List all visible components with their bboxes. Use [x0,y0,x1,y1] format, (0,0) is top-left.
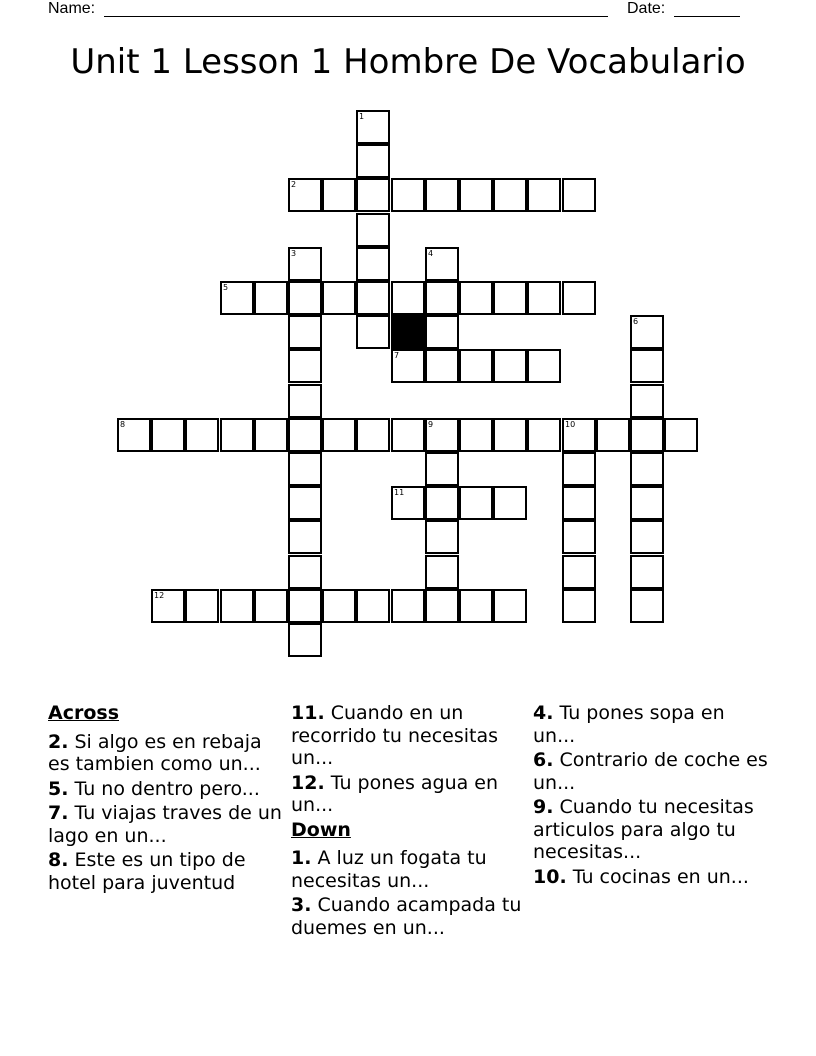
clue-number-label: 1 [359,112,365,121]
crossword-cell[interactable] [459,349,493,383]
crossword-cell[interactable] [562,452,596,486]
clue-number: 3. [291,894,312,916]
crossword-cell[interactable] [391,349,425,383]
crossword-cell[interactable] [151,418,185,452]
clue-number-label: 12 [154,591,165,600]
crossword-cell[interactable] [562,418,596,452]
crossword-cell[interactable] [562,520,596,554]
across-clue-5 [48,778,284,801]
clue-number: 5. [48,777,69,800]
crossword-cell[interactable] [391,589,425,623]
crossword-cell[interactable] [425,589,459,623]
crossword-cell[interactable] [288,520,322,554]
crossword-cell[interactable] [220,281,254,315]
crossword-cell[interactable] [220,418,254,452]
crossword-cell[interactable] [288,555,322,589]
crossword-cell[interactable] [391,281,425,315]
clue-text: Tu pones agua en un... [291,771,499,816]
crossword-cell[interactable] [425,178,459,212]
clue-number-label: 8 [120,420,126,429]
crossword-cell[interactable] [356,144,390,178]
across-clue-2 [48,731,284,776]
crossword-cell[interactable] [425,486,459,520]
clue-text: Tu no dentro pero... [74,777,260,800]
clue-number-label: 10 [565,420,576,429]
crossword-cell[interactable] [527,418,561,452]
down-clue-10 [533,866,769,889]
clue-number-label: 9 [428,420,434,429]
crossword-cell[interactable] [459,178,493,212]
across-clue-11 [291,702,527,770]
crossword-cell[interactable] [391,178,425,212]
clue-number-label: 7 [394,351,400,360]
crossword-cell[interactable] [562,486,596,520]
clue-text: A luz un fogata tu necesitas un... [291,847,487,892]
crossword-cell[interactable] [288,623,322,657]
crossword-cell[interactable] [493,418,527,452]
clue-text: Cuando tu necesitas articulos para algo tu necesitas... [533,796,754,863]
crossword-cell[interactable] [630,384,664,418]
across-clue-8 [48,849,284,894]
crossword-cell[interactable] [562,178,596,212]
down-clue-4 [533,702,769,747]
crossword-cell[interactable] [288,418,322,452]
clue-text: Tu cocinas en un... [572,865,749,888]
clue-number-label: 11 [394,488,405,497]
crossword-cell[interactable] [493,486,527,520]
crossword-cell[interactable] [527,349,561,383]
crossword-cell[interactable] [527,281,561,315]
crossword-cell[interactable] [630,418,664,452]
clue-number: 7. [48,802,69,824]
crossword-cell[interactable] [630,452,664,486]
crossword-cell[interactable] [459,418,493,452]
black-square [391,315,425,349]
crossword-cell[interactable] [288,452,322,486]
across-heading: Across [48,702,120,724]
crossword-cell[interactable] [493,281,527,315]
clues-column-3 [533,702,769,890]
crossword-cell[interactable] [527,178,561,212]
crossword-cell[interactable] [356,213,390,247]
crossword-cell[interactable] [391,486,425,520]
crossword-cell[interactable] [356,247,390,281]
crossword-cell[interactable] [356,281,390,315]
clue-text: Tu viajas traves de un lago en un... [48,802,282,847]
crossword-cell[interactable] [630,520,664,554]
crossword-cell[interactable] [391,418,425,452]
crossword-cell[interactable] [425,315,459,349]
crossword-cell[interactable] [493,589,527,623]
crossword-cell[interactable] [322,281,356,315]
crossword-cell[interactable] [288,247,322,281]
crossword-cell[interactable] [562,589,596,623]
across-clue-12 [291,772,527,817]
clue-number-label: 3 [291,249,297,258]
crossword-cell[interactable] [630,589,664,623]
clue-number: 9. [533,796,554,818]
crossword-cell[interactable] [288,178,322,212]
crossword-cell[interactable] [630,315,664,349]
clue-text: Cuando en un recorrido tu necesitas un... [291,702,499,769]
crossword-cell[interactable] [356,589,390,623]
crossword-cell[interactable] [425,281,459,315]
crossword-cell[interactable] [322,418,356,452]
crossword-cell[interactable] [425,247,459,281]
crossword-cell[interactable] [288,349,322,383]
crossword-cell[interactable] [493,178,527,212]
clue-text: Tu pones sopa en un... [533,702,725,747]
crossword-cell[interactable] [117,418,151,452]
clue-number: 4. [533,702,554,724]
crossword-cell[interactable] [425,520,459,554]
clue-text: Si algo es en rebaja es tambien como un... [48,730,262,775]
crossword-cell[interactable] [630,486,664,520]
clue-number-label: 5 [223,283,229,292]
crossword-cell[interactable] [459,486,493,520]
across-clue-7 [48,802,284,847]
crossword-cell[interactable] [254,281,288,315]
clue-text: Este es un tipo de hotel para juventud [48,849,246,894]
crossword-cell[interactable] [664,418,698,452]
crossword-cell[interactable] [322,589,356,623]
crossword-cell[interactable] [288,315,322,349]
crossword-cell[interactable] [151,589,185,623]
crossword-cell[interactable] [630,349,664,383]
crossword-cell[interactable] [493,349,527,383]
clues-column-1 [48,702,284,896]
down-clue-3 [291,894,527,939]
crossword-cell[interactable] [425,555,459,589]
crossword-cell[interactable] [185,418,219,452]
name-label: Name: [48,0,96,17]
crossword-cell[interactable] [425,452,459,486]
clue-number: 10. [533,865,567,888]
crossword-cell[interactable] [185,589,219,623]
crossword-cell[interactable] [288,486,322,520]
down-clue-6 [533,749,769,794]
crossword-cell[interactable] [322,178,356,212]
clues-column-2 [291,702,527,941]
clue-number: 8. [48,849,69,871]
down-heading: Down [291,818,351,841]
clue-number-label: 2 [291,180,297,189]
crossword-cell[interactable] [459,281,493,315]
crossword-cell[interactable] [562,281,596,315]
down-clue-1 [291,847,527,892]
crossword-cell[interactable] [596,418,630,452]
clue-number: 12. [291,771,325,794]
crossword-cell[interactable] [288,281,322,315]
clue-text: Cuando acampada tu duemes en un... [291,894,522,939]
crossword-cell[interactable] [254,418,288,452]
clue-number-label: 6 [633,317,639,326]
crossword-cell[interactable] [562,555,596,589]
crossword-cell[interactable] [425,349,459,383]
page-title: Unit 1 Lesson 1 Hombre De Vocabulario [70,42,746,82]
clue-number-label: 4 [428,249,434,258]
crossword-cell[interactable] [630,555,664,589]
crossword-cell[interactable] [220,589,254,623]
crossword-cell[interactable] [288,384,322,418]
down-clue-9 [533,796,769,864]
crossword-cell[interactable] [356,418,390,452]
clue-text: Contrario de coche es un... [533,749,768,794]
clue-number: 1. [291,847,312,869]
crossword-cell[interactable] [356,315,390,349]
crossword-cell[interactable] [356,178,390,212]
crossword-cell[interactable] [356,110,390,144]
clue-number: 6. [533,749,554,771]
date-label: Date: [627,0,666,17]
clue-number: 11. [291,702,325,724]
crossword-cell[interactable] [288,589,322,623]
clue-number: 2. [48,730,69,753]
crossword-cell[interactable] [254,589,288,623]
crossword-cell[interactable] [425,418,459,452]
crossword-cell[interactable] [459,589,493,623]
